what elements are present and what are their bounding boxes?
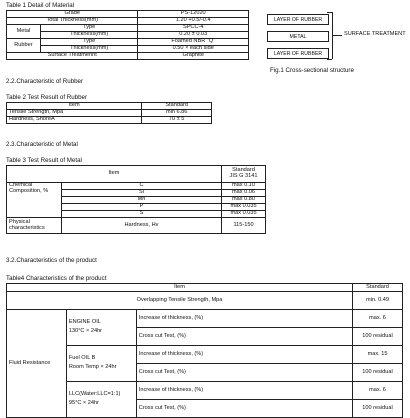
bracket-pointer xyxy=(332,35,342,36)
product-characteristics-table xyxy=(6,283,403,418)
element-si-std: max 0.06 xyxy=(222,190,266,197)
element-si: Si xyxy=(61,190,221,197)
tensile-strength-label: Tensile Strength, Mpa xyxy=(7,110,142,117)
t3-standard-spec: JIS G 3141 xyxy=(229,173,258,179)
metal-thickness-label: Thickness(mm) xyxy=(40,32,138,39)
metal-type-value: SPCC-4 xyxy=(138,25,249,32)
metal-test-table xyxy=(6,165,266,234)
fuel-oil-condition: Room Temp × 24hr xyxy=(68,364,117,370)
surface-treatment-value: Graphite xyxy=(138,53,249,60)
table4-caption: Table4 Characteristics of the product xyxy=(6,275,107,282)
t4-item-header: Item xyxy=(7,284,353,292)
metal-type-label: Type xyxy=(40,25,138,32)
figure1-caption: Fig.1 Cross-sectional structure xyxy=(270,67,354,74)
tensile-strength-value: min 6.86 xyxy=(142,110,212,117)
fuel-oil-crosscut-label: Cross cut Test, (%) xyxy=(136,364,352,382)
t4-standard-header: Standard xyxy=(353,284,403,292)
fuel-oil-crosscut-value: 100 residual xyxy=(353,364,403,382)
hardness-label: Hardness, ShoreA xyxy=(7,117,142,124)
table1-caption: Table 1 Detail of Material xyxy=(6,2,75,9)
total-thickness-value: 1.20 +0.5/-0.4 xyxy=(138,18,249,25)
physical-characteristics-label: Physical characteristics xyxy=(7,218,62,234)
table3-caption: Table 3 Test Result of Metal xyxy=(6,157,82,164)
metal-group-label: Metal xyxy=(7,25,41,39)
chemical-composition-label: Chemical Composition, % xyxy=(7,183,62,218)
element-s: S xyxy=(61,211,221,218)
engine-oil-thickness-label: Increase of thickness, (%) xyxy=(136,310,352,328)
table2-caption: Table 2 Test Result of Rubber xyxy=(6,94,88,101)
t2-standard-header: Standard xyxy=(142,103,212,110)
llc-group xyxy=(66,382,136,418)
engine-oil-crosscut-value: 100 residual xyxy=(353,328,403,346)
rubber-test-table xyxy=(6,102,212,124)
metal-hardness-value: 115-150 xyxy=(222,218,266,234)
rubber-thickness-value: 0.50 × each side xyxy=(138,46,249,53)
surface-treatment-label: SURFACE TREATMENT xyxy=(344,31,406,37)
section-2-2-heading: 2.2.Characteristic of Rubber xyxy=(6,78,84,85)
element-p: P xyxy=(61,204,221,211)
metal-thickness-value: 0.20 ± 0.03 xyxy=(138,32,249,39)
llc-condition: 95°C × 24hr xyxy=(68,400,99,406)
element-mn-std: max 0.80 xyxy=(222,197,266,204)
fuel-oil-name: Fuel OIL B xyxy=(68,355,96,362)
element-s-std: max 0.035 xyxy=(222,211,266,218)
element-p-std: max 0.035 xyxy=(222,204,266,211)
element-mn: Mn xyxy=(61,197,221,204)
fuel-oil-group xyxy=(66,346,136,382)
section-3-2-heading: 3.2.Characteristics of the product xyxy=(6,257,97,264)
engine-oil-crosscut-label: Cross cut Test, (%) xyxy=(136,328,352,346)
rubber-layer-bottom: LAYER OF RUBBER xyxy=(267,48,329,59)
rubber-type-label: Type xyxy=(40,39,138,46)
rubber-type-value: Foamed NBR "Q" xyxy=(138,39,249,46)
element-c-std: max 0.10 xyxy=(222,183,266,190)
grade-value: PS-12020 xyxy=(138,11,249,18)
llc-thickness-value: max. 6 xyxy=(353,382,403,400)
t3-standard-title: Standard xyxy=(232,167,255,174)
engine-oil-name: ENGINE OIL xyxy=(68,319,101,326)
llc-thickness-label: Increase of thickness, (%) xyxy=(136,382,352,400)
llc-crosscut-label: Cross cut Test, (%) xyxy=(136,400,352,418)
t3-item-header: Item xyxy=(7,166,222,183)
llc-name: LLC(Water:LLC=1:1) xyxy=(68,391,121,398)
metal-layer: METAL xyxy=(267,31,329,42)
overlap-strength-label: Overlapping Tensile Strength, Mpa xyxy=(7,292,353,310)
llc-crosscut-value: 100 residual xyxy=(353,400,403,418)
bracket-bottom xyxy=(327,59,332,60)
t3-standard-header xyxy=(222,166,266,183)
overlap-strength-value: min. 0.49 xyxy=(353,292,403,310)
rubber-layer-top: LAYER OF RUBBER xyxy=(267,14,329,25)
total-thickness-label: Total Thickness(mm) xyxy=(7,18,138,25)
section-2-3-heading: 2.3.Characteristic of Metal xyxy=(6,141,78,148)
rubber-thickness-label: Thickness(mm) xyxy=(40,46,138,53)
engine-oil-group xyxy=(66,310,136,346)
fuel-oil-thickness-label: Increase of thickness, (%) xyxy=(136,346,352,364)
element-c: C xyxy=(61,183,221,190)
fuel-oil-thickness-value: max. 15 xyxy=(353,346,403,364)
t2-item-header: Item xyxy=(7,103,142,110)
material-detail-table xyxy=(6,10,249,60)
hardness-value: 70 ± 5 xyxy=(142,117,212,124)
metal-hardness-label: Hardness, Hv xyxy=(61,218,221,234)
engine-oil-thickness-value: max. 6 xyxy=(353,310,403,328)
fluid-resistance-label: Fluid Resistance xyxy=(7,310,67,418)
grade-label: Grade xyxy=(7,11,138,18)
engine-oil-condition: 130°C × 24hr xyxy=(68,328,103,334)
surface-treatment-label: Surface Treatmennt xyxy=(7,53,138,60)
rubber-group-label: Rubber xyxy=(7,39,41,53)
